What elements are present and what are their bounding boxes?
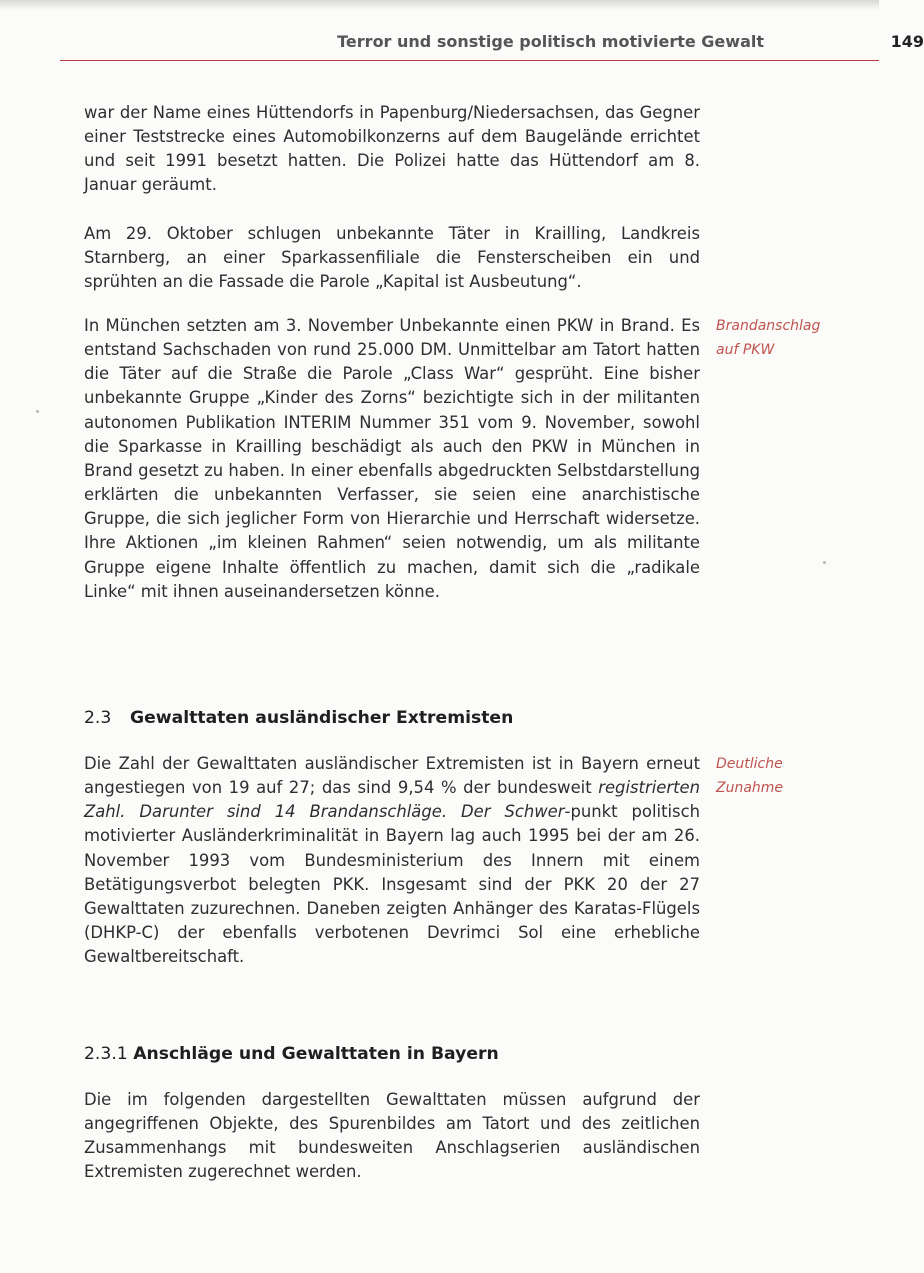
header-title: Terror und sonstige politisch motivierte Gewalt [337,32,764,51]
section-number: 2.3 [84,708,112,728]
paragraph-text: Die Zahl der Gewalttaten ausländischer Extremisten ist in Bayern erneut angestiegen von 19 auf 27; das sind 9,54 % der bundesweit [84,754,700,798]
paragraph-gewalttaten-zahl: Die Zahl der Gewalttaten ausländischer Extremisten ist in Bayern erneut angestiegen von 19 auf 27; das sind 9,54 % der bundesweit registrierten Zahl. Darunter sind 14 Brandanschläge. Der Schwer-punkt politisch motivierter Ausländerkriminalität in Bayern lag auch 1995 bei der am 26. November 1993 vom Bundesministerium des Innern mit einem Betätigungsverbot belegten PKK. Insgesamt sind der PKK 20 der 27 Gewalttaten zuzurechnen. Daneben zeigten Anhänger des Karatas-Flügels (DHKP-C) der ebenfalls verbotenen Devrimci Sol eine erhebliche Gewaltbereitschaft. [84,754,700,967]
scan-speck [823,561,826,564]
margin-note-zunahme [716,752,866,800]
scan-speck [36,410,39,413]
section-title: Gewalttaten ausländischer Extremisten [130,708,514,728]
section-heading-2-3 [84,708,513,728]
paragraph-text-italic: registrierten Zahl. Darunter sind 14 Brandanschläge. Der Schwer [84,778,700,822]
paragraph-text: punkt politisch motivierter Ausländerkriminalität in Bayern lag auch 1995 bei der am 26. November 1993 vom Bundesministerium des Innern mit einem Betätigungsverbot belegten PKK. Insgesamt sind der PKK 20 der 27 Gewalttaten zuzurechnen. Daneben zeigten Anhänger des Karatas-Flügels (DHKP-C) der ebenfalls verbotenen Devrimci Sol eine erhebliche Gewaltbereitschaft. [84,802,700,967]
scan-edge-shadow [0,0,879,10]
margin-note-line: Zunahme [716,780,784,797]
section-number: 2.3.1 [84,1044,128,1064]
page-number: 149 [890,32,924,51]
paragraph-huettendorf: war der Name eines Hüttendorfs in Papenburg/Niedersachsen, das Gegner einer Teststrecke eines Automobilkonzerns auf dem Baugelände errichtet und seit 1991 besetzt hatten. Die Polizei hatte das Hüttendorf am 8. Januar geräumt. [84,103,700,195]
running-header [60,28,924,61]
margin-note-line: Deutliche [716,756,783,772]
margin-note-line: Brandanschlag [716,318,821,334]
section-heading-2-3-1 [84,1044,499,1064]
paragraph-krailling: Am 29. Oktober schlugen unbekannte Täter in Krailling, Landkreis Starnberg, an einer Sparkassenfiliale die Fensterscheiben ein und sprühten an die Fassade die Parole „Kapital ist Ausbeutung“. [84,224,700,292]
margin-note-brandanschlag [716,314,866,362]
paragraph-muenchen: In München setzten am 3. November Unbekannte einen PKW in Brand. Es entstand Sachschaden von rund 25.000 DM. Unmittelbar am Tatort hatten die Täter auf die Straße die Parole „Class War“ gesprüht. Eine bisher unbekannte Gruppe „Kinder des Zorns“ bezichtigte sich in der militanten autonomen Publikation INTERIM Nummer 351 vom 9. November, sowohl die Sparkasse in Krailling beschädigt als auch den PKW in München in Brand gesetzt zu haben. In einer ebenfalls abgedruckten Selbstdarstellung erklärten die unbekannten Verfasser, sie seien eine anarchistische Gruppe, die sich jeglicher Form von Hierarchie und Herrschaft widersetze. Ihre Aktionen „im kleinen Rahmen“ seien notwendig, um als militante Gruppe eigene Inhalte öffentlich zu machen, damit sich die „radikale Linke“ mit ihnen auseinandersetzen könne. [84,316,700,601]
paragraph-dargestellte-gewalttaten: Die im folgenden dargestellten Gewalttaten müssen aufgrund der angegriffenen Objekte, des Spurenbildes am Tatort und des zeitlichen Zusammenhangs mit bundesweiten Anschlagserien ausländischen Extremisten zugerechnet werden. [84,1090,700,1182]
margin-note-line: auf PKW [716,342,775,359]
section-title: Anschläge und Gewalttaten in Bayern [133,1044,499,1064]
